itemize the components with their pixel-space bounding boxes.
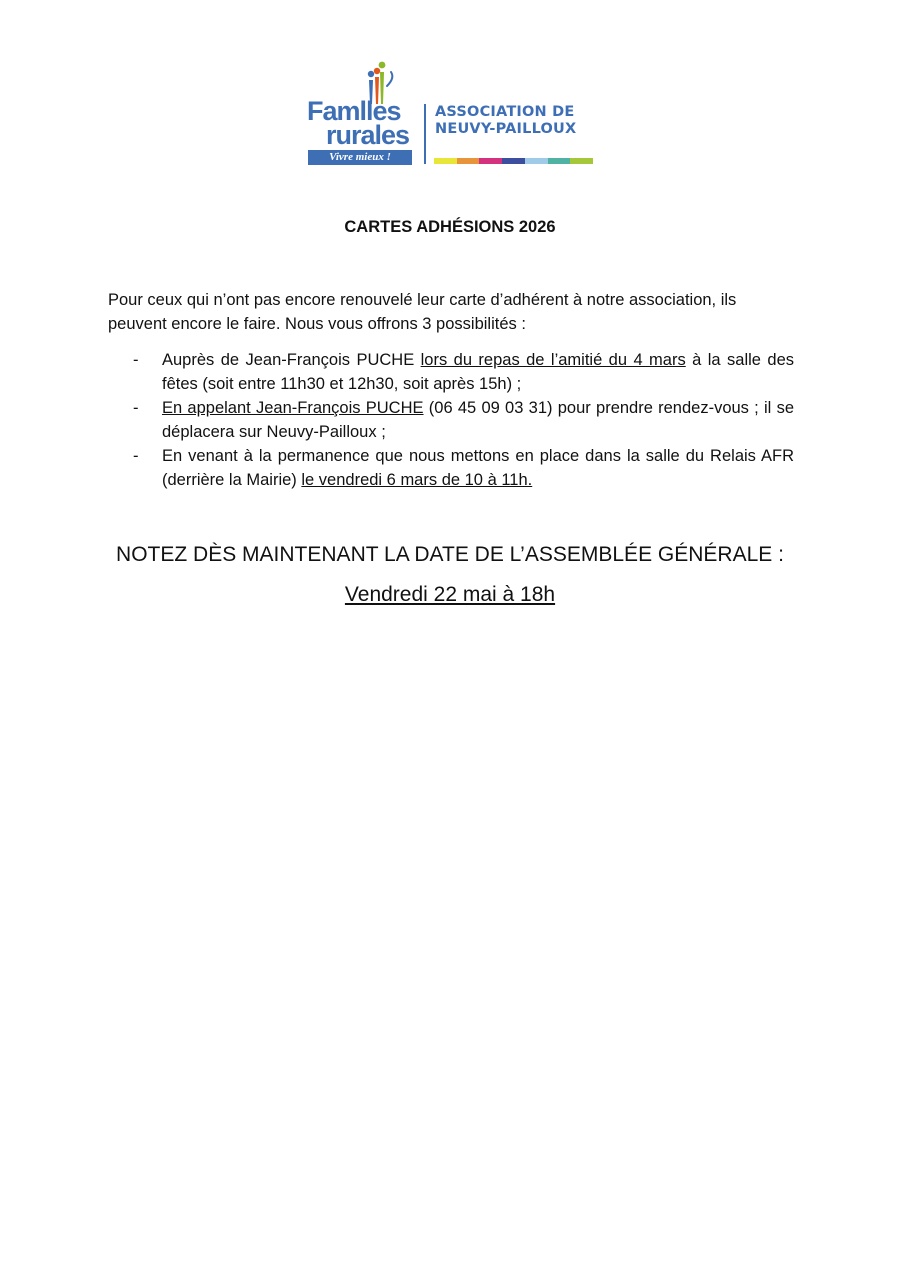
intro-paragraph: Pour ceux qui n’ont pas encore renouvelé leur carte d’adhérent à notre association, ils peuvent encore le faire. Nous vous offrons 3 possibilités : bbox=[108, 291, 737, 333]
option-underlined-text: le vendredi 6 mars de 10 à 11h. bbox=[301, 471, 533, 489]
color-stripe bbox=[434, 158, 457, 164]
option-underlined-text: lors du repas de l’amitié du 4 mars bbox=[420, 351, 686, 369]
option-underlined-text: En appelant Jean-François PUCHE bbox=[162, 399, 424, 417]
color-stripe bbox=[570, 158, 593, 164]
document-title: CARTES ADHÉSIONS 2026 bbox=[344, 218, 556, 236]
assembly-notice: NOTEZ DÈS MAINTENANT LA DATE DE L’ASSEMBLÉE GÉNÉRALE : bbox=[116, 543, 784, 566]
option-text: à la salle des fêtes (soit entre 11h30 et 12h30, soit après 15h) ; bbox=[162, 351, 794, 393]
logo-word-rurales: rurales bbox=[326, 120, 410, 150]
color-stripe bbox=[525, 158, 548, 164]
color-stripe bbox=[457, 158, 480, 164]
color-stripe bbox=[548, 158, 571, 164]
assembly-date: Vendredi 22 mai à 18h bbox=[344, 583, 556, 606]
options-list bbox=[108, 348, 794, 492]
option-text: En venant à la permanence que nous mettons en place dans la salle du Relais AFR (derrière la Mairie) bbox=[162, 447, 794, 489]
association-line-2: NEUVY-PAILLOUX bbox=[435, 121, 577, 137]
association-line-1: ASSOCIATION DE bbox=[435, 104, 575, 120]
list-dash: - bbox=[133, 351, 139, 369]
list-item bbox=[108, 348, 794, 396]
logo-divider bbox=[424, 104, 426, 164]
option-text: (06 45 09 03 31) pour prendre rendez-vous ; il se déplacera sur Neuvy-Pailloux ; bbox=[162, 399, 795, 441]
list-dash: - bbox=[133, 447, 139, 465]
families-rurales-logo bbox=[303, 60, 603, 170]
association-name bbox=[435, 104, 576, 138]
color-stripe bbox=[502, 158, 525, 164]
color-stripes bbox=[434, 158, 593, 164]
list-dash: - bbox=[133, 399, 139, 417]
logo-word-familles: Famlles bbox=[307, 96, 401, 126]
logo-tagline: Vivre mieux ! bbox=[308, 150, 412, 165]
color-stripe bbox=[479, 158, 502, 164]
list-item bbox=[108, 396, 794, 444]
option-text: Auprès de Jean-François PUCHE bbox=[162, 351, 421, 369]
list-item bbox=[108, 444, 794, 492]
